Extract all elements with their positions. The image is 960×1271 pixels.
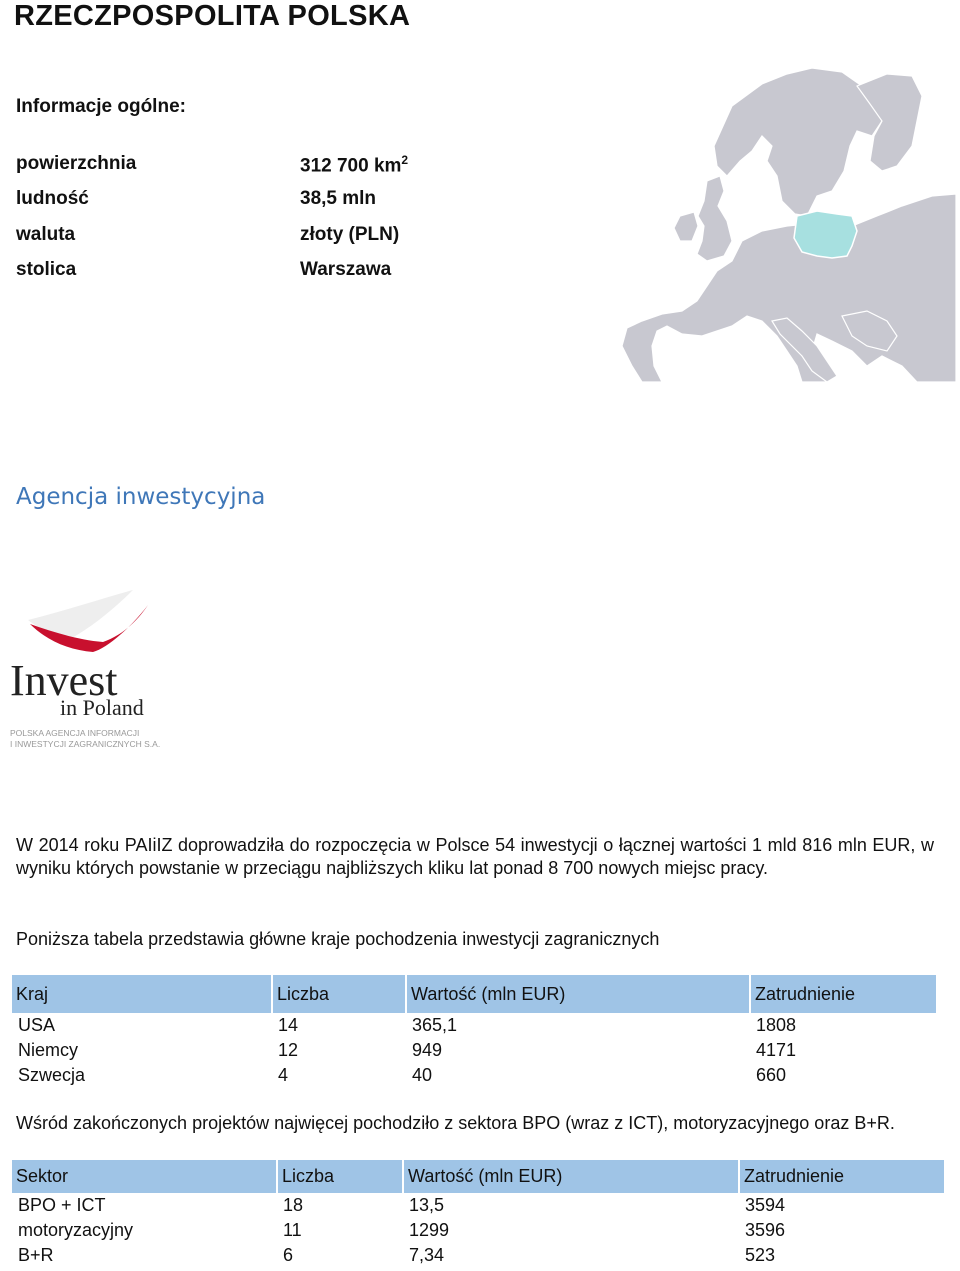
table-cell: Szwecja <box>18 1065 86 1085</box>
paragraph-table-intro: Poniższa tabela przedstawia główne kraje pochodzenia inwestycji zagranicznych <box>16 929 660 949</box>
page-title: RZECZPOSPOLITA POLSKA <box>14 0 411 32</box>
agency-heading: Agencja inwestycyjna <box>16 484 266 510</box>
table-cell: 365,1 <box>412 1015 458 1035</box>
europe-map <box>612 66 956 382</box>
table-cell: 4 <box>278 1065 289 1085</box>
column-header-value: Wartość (mln EUR) <box>406 975 750 1013</box>
table-cell: Niemcy <box>18 1040 79 1060</box>
table-cell: BPO + ICT <box>18 1195 106 1215</box>
column-header-employment: Zatrudnienie <box>750 975 936 1013</box>
info-value-area-sup: 2 <box>401 153 409 167</box>
table-cell: motoryzacyjny <box>18 1220 134 1240</box>
column-header-sector: Sektor <box>12 1160 277 1193</box>
map-uk <box>697 176 732 261</box>
map-ireland <box>674 212 698 241</box>
table-cell: 949 <box>412 1040 443 1060</box>
table-cell: 660 <box>756 1065 787 1085</box>
map-continent <box>622 194 956 382</box>
info-label-capital: stolica <box>16 259 77 280</box>
table-cell: USA <box>18 1015 56 1035</box>
invest-in-poland-logo <box>8 590 178 752</box>
table-row <box>12 1218 944 1243</box>
table-row <box>12 1038 936 1063</box>
table-cell: 523 <box>745 1245 776 1265</box>
table-cell: 4171 <box>756 1040 797 1060</box>
info-value-currency: złoty (PLN) <box>300 224 400 245</box>
column-header-value: Wartość (mln EUR) <box>403 1160 739 1193</box>
paragraph-sectors: Wśród zakończonych projektów najwięcej pochodziło z sektora BPO (wraz z ICT), motoryzacyjnego oraz B+R. <box>16 1113 895 1133</box>
column-header-employment: Zatrudnienie <box>739 1160 944 1193</box>
table-cell: B+R <box>18 1245 54 1265</box>
info-value-capital: Warszawa <box>300 259 392 280</box>
logo-text-invest: Invest <box>10 656 118 705</box>
table-cell: 6 <box>283 1245 294 1265</box>
table-cell: 11 <box>283 1220 302 1240</box>
table-row <box>12 1193 944 1218</box>
sectors-table <box>12 1160 944 1268</box>
table-cell: 1808 <box>756 1015 797 1035</box>
table-cell: 3596 <box>745 1220 786 1240</box>
table-cell: 13,5 <box>409 1195 445 1215</box>
table-header-row <box>12 975 936 1013</box>
info-value-area: 312 700 $km^2$ <box>300 153 409 177</box>
info-label-area: powierzchnia <box>16 153 137 174</box>
table-row <box>12 1063 936 1088</box>
table-header-row <box>12 1160 944 1193</box>
table-cell: 14 <box>278 1015 299 1035</box>
column-header-count: Liczba <box>277 1160 403 1193</box>
info-label-population: ludność <box>16 188 89 209</box>
info-value-population: 38,5 mln <box>300 188 377 209</box>
countries-table <box>12 975 936 1088</box>
column-header-count: Liczba <box>272 975 406 1013</box>
table-cell: 40 <box>412 1065 433 1085</box>
column-header-country: Kraj <box>12 975 272 1013</box>
paragraph-investments: W 2014 roku PAIiIZ doprowadziła do rozpoczęcia w Polsce 54 inwestycji o łącznej wartości 1 mld 816 mln EUR, w wyniku których powstanie w przeciągu najbliższych kliku lat ponad 8 700 nowych miejsc pracy. <box>16 835 934 878</box>
logo-text-agency-2: I INWESTYCJI ZAGRANICZNYCH S.A. <box>10 739 161 749</box>
general-info-heading: Informacje ogólne: <box>16 96 186 117</box>
table-cell: 3594 <box>745 1195 786 1215</box>
table-cell: 7,34 <box>409 1245 445 1265</box>
logo-text-in-poland: in Poland <box>60 695 144 720</box>
table-row <box>12 1243 944 1268</box>
table-cell: 1299 <box>409 1220 450 1240</box>
logo-text-agency-1: POLSKA AGENCJA INFORMACJI <box>10 728 140 738</box>
table-row <box>12 1013 936 1038</box>
map-poland-highlight <box>794 211 857 258</box>
info-label-currency: waluta <box>16 224 76 245</box>
table-cell: 12 <box>278 1040 299 1060</box>
map-scandinavia <box>714 68 882 216</box>
table-cell: 18 <box>283 1195 304 1215</box>
